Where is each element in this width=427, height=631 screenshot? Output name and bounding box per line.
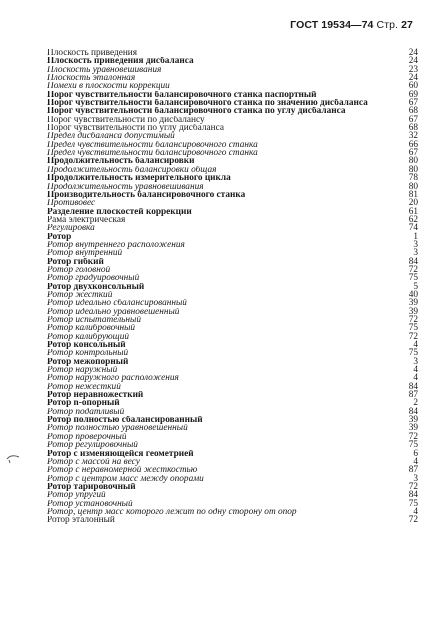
index-term: Плоскость уравновешивания	[47, 65, 162, 75]
index-entry	[47, 249, 418, 257]
page-header	[290, 19, 413, 31]
index-term: Ротор	[47, 232, 72, 241]
index-page-ref: 40	[408, 289, 418, 300]
index-entry	[47, 324, 418, 332]
index-term: Ротор полностью сбалансированный	[47, 416, 203, 425]
index-term: Ротор гибкий	[47, 257, 104, 266]
index-page-ref: 39	[408, 423, 418, 434]
index-term: Ротор испытательный	[47, 316, 141, 325]
margin-mark-icon	[6, 452, 20, 464]
index-entry	[47, 349, 418, 357]
index-term: Ротор калибровочный	[47, 324, 136, 333]
index-term: Ротор внутренний	[47, 249, 123, 258]
index-term: Ротор наружного расположения	[47, 374, 179, 383]
index-page-ref: 72	[408, 481, 418, 492]
index-entry	[47, 49, 418, 57]
index-entry	[47, 408, 418, 416]
index-entry	[47, 424, 418, 432]
index-page-ref: 4	[413, 340, 418, 351]
index-entry	[47, 341, 418, 349]
index-page-ref: 24	[408, 48, 418, 58]
index-page-ref: 24	[408, 56, 418, 67]
index-term: Продолжительность уравновешивания	[47, 182, 204, 191]
index-entry	[47, 266, 418, 274]
index-entry	[47, 441, 418, 449]
index-entry	[47, 208, 418, 216]
index-entry	[47, 74, 418, 82]
index-page-ref: 3	[413, 473, 418, 484]
index-page-ref: 3	[413, 239, 418, 250]
index-entry	[47, 450, 418, 458]
index-page-ref: 1	[413, 231, 418, 242]
index-entry	[47, 433, 418, 441]
index-page-ref: 72	[408, 264, 418, 275]
index-term: Разделение плоскостей коррекции	[47, 207, 192, 216]
page-label: Стр.	[376, 19, 399, 31]
index-page-ref: 84	[408, 490, 418, 501]
index-entry	[47, 82, 418, 90]
index-entry	[47, 491, 418, 499]
index-term: Ротор, центр масс которого лежит по одну сторону от опор	[47, 507, 297, 517]
index-entry	[47, 483, 418, 491]
index-page-ref: 75	[408, 440, 418, 451]
index-entry	[47, 174, 418, 182]
index-page-ref: 3	[413, 248, 418, 259]
index-term: Помехи в плоскости коррекции	[47, 82, 170, 91]
index-term: Ротор с изменяющейся геометрией	[47, 449, 194, 458]
index-term: Порог чувствительности по дисбалансу	[47, 115, 205, 125]
index-term: Ротор жесткий	[47, 290, 113, 300]
index-term: Ротор установочный	[47, 499, 133, 508]
index-term: Ротор внутреннего расположения	[47, 240, 185, 250]
index-page-ref: 87	[408, 390, 418, 401]
index-entry	[47, 191, 418, 199]
index-page-ref: 39	[408, 306, 418, 317]
index-term: Ротор нежесткий	[47, 382, 121, 392]
index-page-ref: 87	[408, 465, 418, 476]
index-term: Ротор консольный	[47, 341, 126, 350]
standard-number: ГОСТ 19534—74	[290, 19, 374, 31]
index-page-ref: 75	[408, 348, 418, 359]
index-term: Предел чувствительности балансировочного станка	[47, 149, 258, 158]
index-page-ref: 72	[408, 431, 418, 442]
index-term: Ротор эталонный	[47, 516, 115, 525]
index-page-ref: 67	[408, 114, 418, 125]
index-entry	[47, 216, 418, 224]
index-page-ref: 24	[408, 73, 418, 84]
index-page-ref: 84	[408, 256, 418, 267]
index-page-ref: 72	[408, 331, 418, 342]
index-term: Регулировка	[47, 224, 95, 233]
index-term: Ротор податливый	[47, 407, 125, 417]
index-term: Ротор регулировочный	[47, 441, 138, 450]
index-term: Порог чувствительности балансировочного станка по значению дисбаланса	[47, 99, 368, 108]
index-entry	[47, 274, 418, 282]
index-entry	[47, 316, 418, 324]
index-page-ref: 60	[408, 81, 418, 92]
index-page-ref: 75	[408, 323, 418, 334]
index-entry	[47, 107, 418, 115]
index-entry	[47, 132, 418, 140]
index-term: Ротор упругий	[47, 491, 106, 500]
index-entry	[47, 283, 418, 291]
index-term: Ротор проверочный	[47, 432, 127, 442]
index-term: Продолжительность балансировки общая	[47, 165, 217, 175]
index-entry	[47, 308, 418, 316]
index-entry	[47, 475, 418, 483]
index-page-ref: 6	[413, 448, 418, 459]
index-entry	[47, 149, 418, 157]
index-entry	[47, 383, 418, 391]
index-entry	[47, 241, 418, 249]
index-page-ref: 69	[408, 89, 418, 100]
index-term: Ротор межопорный	[47, 357, 129, 367]
index-page-ref: 4	[413, 365, 418, 376]
index-entry	[47, 199, 418, 207]
index-term: Ротор с массой на весу	[47, 457, 140, 467]
index-page-ref: 81	[408, 189, 418, 200]
index-term: Ротор калибрующий	[47, 332, 129, 342]
term-index	[47, 49, 418, 525]
index-page-ref: 3	[413, 356, 418, 367]
index-entry	[47, 391, 418, 399]
index-entry	[47, 500, 418, 508]
index-term: Предел дисбаланса допустимый	[47, 132, 175, 141]
index-page-ref: 74	[408, 223, 418, 234]
index-entry	[47, 416, 418, 424]
index-page-ref: 32	[408, 131, 418, 142]
index-term: Продолжительность измерительного цикла	[47, 174, 231, 183]
index-term: Предел чувствительности балансировочного станка	[47, 140, 258, 150]
index-entry	[47, 358, 418, 366]
index-page-ref: 4	[413, 506, 418, 517]
index-entry	[47, 374, 418, 382]
index-term: Плоскость приведения	[47, 49, 138, 58]
index-entry	[47, 124, 418, 132]
index-entry	[47, 399, 418, 407]
index-term: Ротор идеально сбалансированный	[47, 299, 187, 308]
index-page-ref: 75	[408, 273, 418, 284]
index-entry	[47, 66, 418, 74]
index-term: Производительность балансировочного станка	[47, 190, 246, 200]
index-term: Плоскость эталонная	[47, 74, 136, 83]
index-page-ref: 67	[408, 148, 418, 159]
index-page-ref: 75	[408, 498, 418, 509]
index-page-ref: 61	[408, 206, 418, 217]
index-page-ref: 4	[413, 373, 418, 384]
index-page-ref: 72	[408, 515, 418, 526]
index-page-ref: 68	[408, 123, 418, 134]
index-term: Ротор с неравномерной жесткостью	[47, 466, 198, 475]
index-page-ref: 62	[408, 214, 418, 225]
index-entry	[47, 57, 418, 65]
index-entry	[47, 466, 418, 474]
index-page-ref: 20	[408, 198, 418, 209]
index-page-ref: 66	[408, 139, 418, 150]
index-term: Ротор полностью уравновешенный	[47, 424, 188, 433]
index-entry	[47, 299, 418, 307]
index-entry	[47, 366, 418, 374]
index-term: Плоскость приведения дисбаланса	[47, 57, 194, 66]
index-entry	[47, 516, 418, 524]
index-entry	[47, 183, 418, 191]
index-page-ref: 80	[408, 164, 418, 175]
index-entry	[47, 258, 418, 266]
index-page-ref: 39	[408, 298, 418, 309]
index-term: Порог чувствительности по углу дисбаланса	[47, 124, 224, 133]
index-page-ref: 80	[408, 181, 418, 192]
index-page-ref: 80	[408, 156, 418, 167]
index-entry	[47, 166, 418, 174]
index-term: Ротор с центром масс между опорами	[47, 474, 204, 483]
index-page-ref: 68	[408, 106, 418, 117]
index-term: Ротор градуировочный	[47, 274, 140, 283]
index-entry	[47, 224, 418, 232]
index-page-ref: 78	[408, 173, 418, 184]
index-entry	[47, 508, 418, 516]
index-term: Продолжительность балансировки	[47, 157, 195, 166]
index-term: Ротор идеально уравновешенный	[47, 307, 180, 316]
index-page-ref: 39	[408, 415, 418, 426]
index-page-ref: 84	[408, 406, 418, 417]
index-page-ref: 23	[408, 64, 418, 75]
index-term: Порог чувствительности балансировочного станка по углу дисбаланса	[47, 107, 346, 116]
index-entry	[47, 333, 418, 341]
index-term: Ротор головной	[47, 265, 111, 275]
index-entry	[47, 291, 418, 299]
index-term: Рама электрическая	[47, 215, 126, 225]
index-page-ref: 84	[408, 381, 418, 392]
index-entry	[47, 233, 418, 241]
index-term: Ротор двухконсольный	[47, 282, 145, 291]
index-term: Ротор тарировочный	[47, 482, 136, 492]
index-term: Противовес	[47, 199, 96, 208]
index-term: Ротор n-опорный	[47, 399, 120, 408]
index-term: Ротор контрольный	[47, 349, 129, 358]
index-entry	[47, 99, 418, 107]
index-page-ref: 2	[413, 398, 418, 409]
index-term: Ротор наружный	[47, 366, 118, 375]
index-page-ref: 5	[413, 281, 418, 292]
index-page-ref: 4	[413, 456, 418, 467]
page-number: 27	[401, 19, 413, 31]
index-entry	[47, 157, 418, 165]
index-page-ref: 72	[408, 315, 418, 325]
index-entry	[47, 91, 418, 99]
index-entry	[47, 141, 418, 149]
index-entry	[47, 116, 418, 124]
index-entry	[47, 458, 418, 466]
index-term: Ротор неравножесткий	[47, 391, 144, 400]
index-page-ref: 67	[408, 98, 418, 109]
index-term: Порог чувствительности балансировочного станка паспортный	[47, 90, 317, 100]
